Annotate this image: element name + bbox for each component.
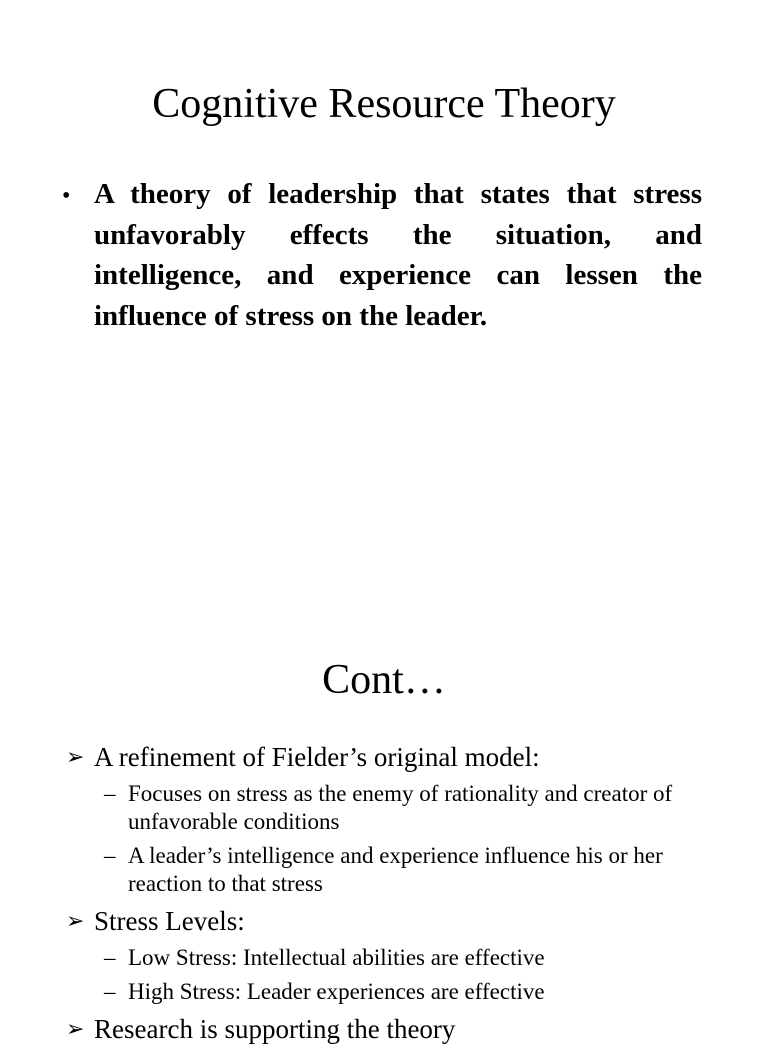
list-item	[66, 904, 726, 938]
list-item-label: Research is supporting the theory	[94, 1014, 456, 1044]
sub-list-item-label: Focuses on stress as the enemy of rationality and creator of unfavorable conditions	[128, 781, 673, 834]
arrow-bullet-icon: ➢	[66, 908, 85, 933]
sub-list-item	[66, 780, 726, 836]
sub-list-item	[66, 842, 726, 898]
dash-bullet-icon: –	[104, 979, 116, 1004]
list-item	[66, 1012, 726, 1046]
slide-1-title: Cognitive Resource Theory	[152, 81, 616, 127]
dash-bullet-icon: –	[104, 843, 116, 868]
slide-1-bullet	[62, 174, 702, 336]
sub-list-item-label: A leader’s intelligence and experience influence his or her reaction to that stress	[128, 843, 663, 896]
slide-2-title: Cont…	[322, 657, 446, 703]
slide-2	[0, 600, 768, 1044]
list-item-label: A refinement of Fielder’s original model:	[94, 742, 540, 772]
list-item	[66, 740, 726, 774]
arrow-bullet-icon: ➢	[66, 744, 85, 769]
sub-list-item-label: High Stress: Leader experiences are effective	[128, 979, 545, 1004]
slide-2-list	[66, 740, 726, 1052]
arrow-bullet-icon: ➢	[66, 1016, 85, 1041]
slide-1-bullet-text: A theory of leadership that states that stress unfavorably effects the situation, and intelligence, and experience can lessen the influence of stress on the leader.	[94, 178, 702, 332]
dash-bullet-icon: –	[104, 781, 116, 806]
sub-list-item	[66, 944, 726, 972]
sub-list-item	[66, 978, 726, 1006]
list-item-label: Stress Levels:	[94, 906, 245, 936]
bullet-icon: •	[62, 183, 71, 209]
dash-bullet-icon: –	[104, 945, 116, 970]
sub-list-item-label: Low Stress: Intellectual abilities are effective	[128, 945, 545, 970]
